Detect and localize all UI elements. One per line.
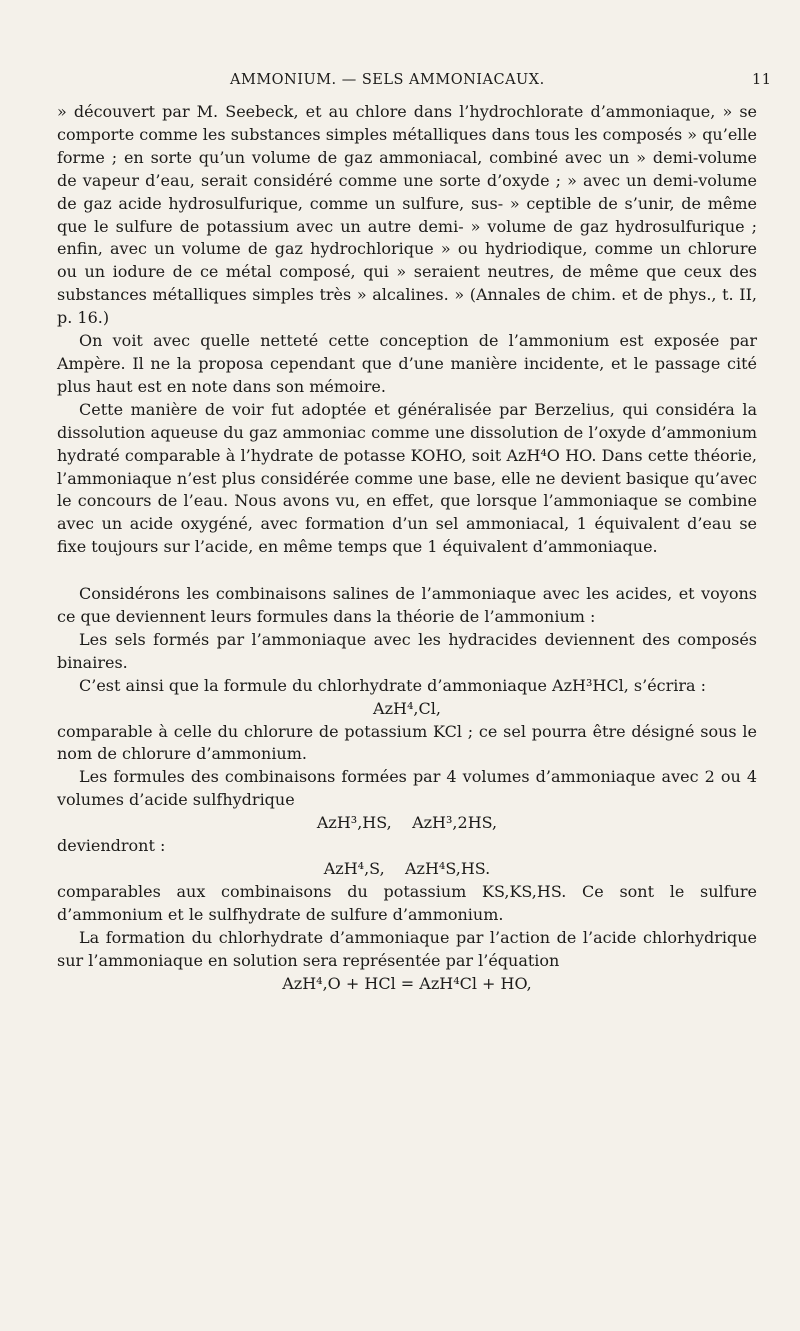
header-title: AMMONIUM. — SELS AMMONIACAUX. [230,72,545,88]
paragraph: Cette manière de voir fut adoptée et généralisée par Berzelius, qui considéra la dissolution aqueuse du gaz ammoniac comme une dissolution de l’oxyde d’ammonium hydraté comparable à l’hydrate de potasse KOHO, soit AzH⁴O HO. Dans cette théorie, l’ammoniaque n’est plus considérée comme une base, elle ne devient basique qu’avec le concours de l’eau. Nous avons vu, en effet, que lorsque l’ammoniaque se combine avec un acide oxygéné, avec formation d’un sel ammoniacal, 1 équivalent d’eau se fixe toujours sur l’acide, en même temps que 1 équivalent d’ammoniaque. [57,399,757,557]
paragraph: deviendront : [57,836,166,856]
body-text [57,101,757,995]
quoted-paragraph: » découvert par M. Seebeck, et au chlore dans l’hydrochlorate d’ammoniaque, » se comporte comme les substances simples métalliques dans tous les composés » qu’elle forme ; en sorte qu’un volume de gaz ammoniacal, combiné avec un » demi-volume de vapeur d’eau, serait considéré comme une sorte d’oxyde ; » avec un demi-volume de gaz acide hydrosulfurique, comme un sulfure, sus- » ceptible de s’unir, de même que le sulfure de potassium avec un autre demi- » volume de gaz hydrosulfurique ; enfin, avec un volume de gaz hydrochlorique » ou hydriodique, comme un chlorure ou un iodure de ce métal composé, qui » seraient neutres, de même que ceux des substances métalliques simples très » alcalines. » (Annales de chim. et de phys., t. II, p. 16.) [57,102,757,328]
paragraph: La formation du chlorhydrate d’ammoniaque par l’action de l’acide chlorhydrique sur l’ammoniaque en solution sera représentée par l’équation [57,927,757,970]
paragraph: Les sels formés par l’ammoniaque avec les hydracides deviennent des composés binaires. [57,629,757,672]
paragraph: comparable à celle du chlorure de potassium KCl ; ce sel pourra être désigné sous le nom de chlorure d’ammonium. [57,721,757,764]
formula: AzH³,HS, AzH³,2HS, [316,813,498,833]
paragraph: On voit avec quelle netteté cette conception de l’ammonium est exposée par Ampère. Il ne la proposa cependant que d’une manière incidente, et le passage cité plus haut est en note dans son mémoire. [57,331,757,396]
paragraph: Les formules des combinaisons formées par 4 volumes d’ammoniaque avec 2 ou 4 volumes d’acide sulfhydrique [57,767,757,810]
formula: AzH⁴,Cl, [373,698,441,718]
formula: AzH⁴,O + HCl = AzH⁴Cl + HO, [282,973,532,993]
paragraph: Considérons les combinaisons salines de l’ammoniaque avec les acides, et voyons ce que deviennent leurs formules dans la théorie de l’ammonium : [57,584,757,627]
paragraph: comparables aux combinaisons du potassium KS,KS,HS. Ce sont le sulfure d’ammonium et le sulfhydrate de sulfure d’ammonium. [57,881,757,924]
section-gap [57,559,757,583]
page-number: 11 [752,72,772,88]
paragraph: C’est ainsi que la formule du chlorhydrate d’ammoniaque AzH³HCl, s’écrira : [79,675,707,695]
formula: AzH⁴,S, AzH⁴S,HS. [323,859,491,878]
